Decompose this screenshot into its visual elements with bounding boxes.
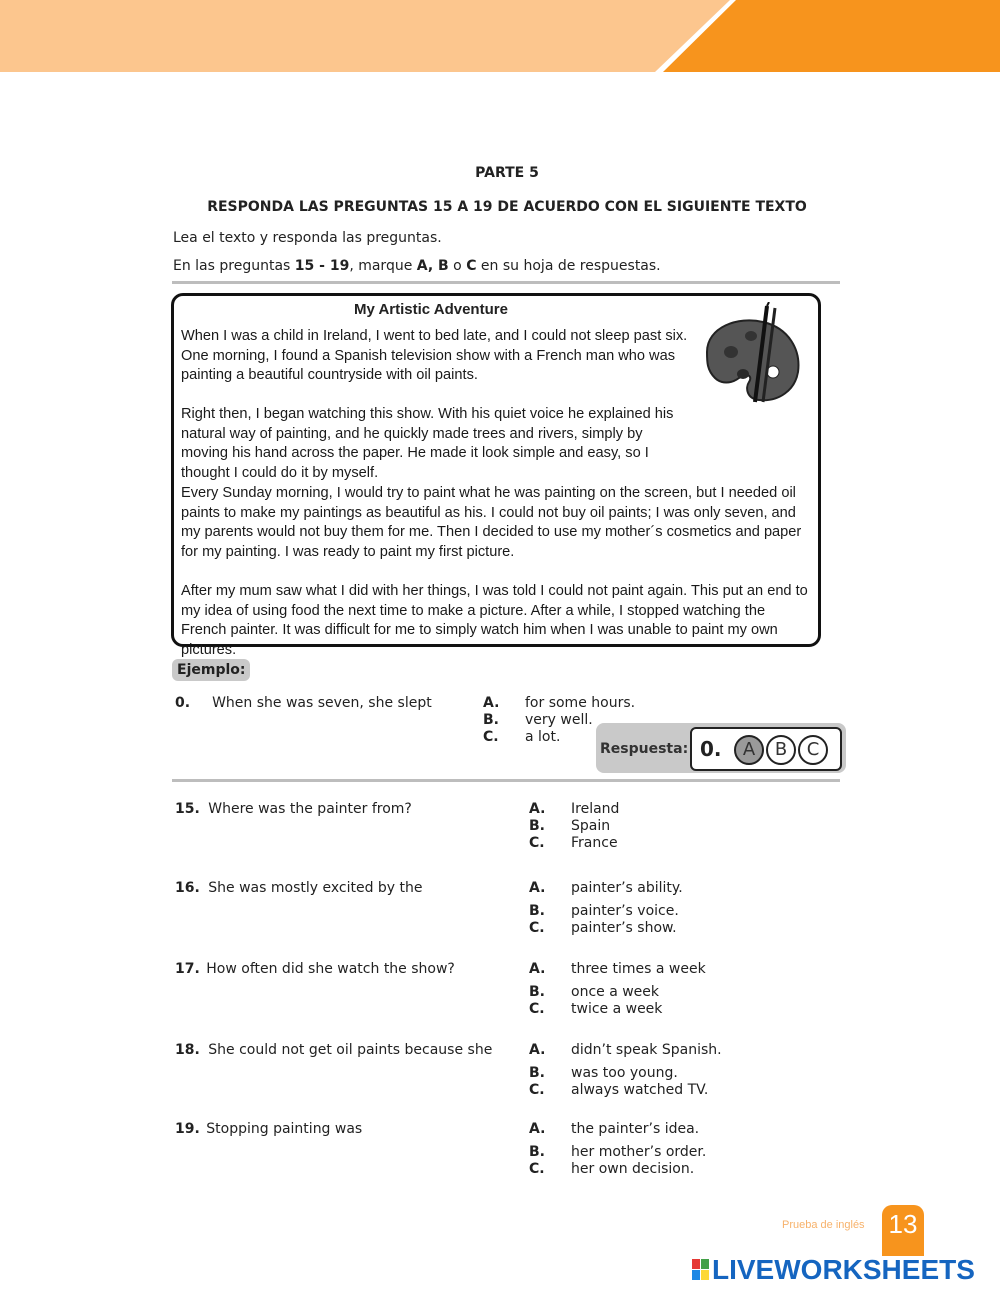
watermark xyxy=(692,1256,992,1286)
example-option-b: B. very well. xyxy=(483,712,593,728)
question-19-option-b[interactable]: B. her mother’s order. xyxy=(529,1144,707,1160)
footer-label: Prueba de inglés xyxy=(782,1219,865,1231)
divider-top xyxy=(172,281,840,284)
question-19-option-a[interactable]: A. the painter’s idea. xyxy=(529,1121,700,1137)
header-band xyxy=(0,0,1000,72)
example-option-a: A. for some hours. xyxy=(483,695,636,711)
question-17-option-b[interactable]: B. once a week xyxy=(529,984,660,1000)
question-17: 17. How often did she watch the show? xyxy=(175,961,455,977)
paint-palette-icon xyxy=(693,302,805,406)
page-number: 13 xyxy=(888,1209,918,1239)
answer-sheet xyxy=(690,727,842,771)
story-paragraph-2: Right then, I began watching this show. With his quiet voice he explained his natural way of painting, and he quickly made trees and rivers, simply by moving his hand across the paper. He made it look simple and easy, so I thought I could do it by myself. xyxy=(181,406,674,481)
question-18: 18. She could not get oil paints because she xyxy=(175,1042,493,1058)
question-18-option-a[interactable]: A. didn’t speak Spanish. xyxy=(529,1042,722,1058)
answer-circle-c[interactable]: C xyxy=(798,735,828,765)
answer-circle-a[interactable]: A xyxy=(734,735,764,765)
question-18-option-b[interactable]: B. was too young. xyxy=(529,1065,678,1081)
answer-number: 0. xyxy=(700,737,722,761)
question-16-option-a[interactable]: A. painter’s ability. xyxy=(529,880,683,896)
answer-label: Respuesta: xyxy=(600,741,689,757)
story-title: My Artistic Adventure xyxy=(354,301,508,318)
part-title: PARTE 5 xyxy=(475,165,539,181)
watermark-text: LIVEWORKSHEETS xyxy=(712,1254,975,1285)
story-paragraph-1: When I was a child in Ireland, I went to bed late, and I could not sleep past six. One morning, I found a Spanish television show with a French man who was painting a beautiful countryside with oil paints. xyxy=(181,328,688,384)
liveworksheets-logo-icon xyxy=(692,1259,710,1281)
question-15: 15. Where was the painter from? xyxy=(175,801,412,817)
question-18-option-c[interactable]: C. always watched TV. xyxy=(529,1082,709,1098)
question-17-option-a[interactable]: A. three times a week xyxy=(529,961,706,977)
question-16-option-b[interactable]: B. painter’s voice. xyxy=(529,903,679,919)
answer-box xyxy=(596,723,846,773)
story-paragraph-4: After my mum saw what I did with her things, I was told I could not paint again. This put an end to my idea of using food the next time to make a picture. After a while, I stopped watching the French painter. It was difficult for me to simply watch him when I was unable to paint my own pictures. xyxy=(181,583,808,658)
answer-circle-b[interactable]: B xyxy=(766,735,796,765)
question-16-option-c[interactable]: C. painter’s show. xyxy=(529,920,677,936)
question-17-option-c[interactable]: C. twice a week xyxy=(529,1001,663,1017)
example-option-c: C. a lot. xyxy=(483,729,561,745)
divider-bottom xyxy=(172,779,840,782)
story-paragraph-3: Every Sunday morning, I would try to paint what he was painting on the screen, but I needed oil paints to make my paintings as beautiful as his. I could not buy oil paints; I was only seven, and my parents would not buy them for me. Then I decided to use my mother´s cosmetics and paper for my painting. I was ready to paint my first picture. xyxy=(181,485,802,560)
question-19: 19. Stopping painting was xyxy=(175,1121,363,1137)
instruction-line-1: Lea el texto y responda las preguntas. xyxy=(173,230,442,246)
instruction-heading: RESPONDA LAS PREGUNTAS 15 A 19 DE ACUERDO CON EL SIGUIENTE TEXTO xyxy=(207,199,807,215)
question-19-option-c[interactable]: C. her own decision. xyxy=(529,1161,695,1177)
story-box xyxy=(171,293,821,658)
question-16: 16. She was mostly excited by the xyxy=(175,880,423,896)
question-15-option-b[interactable]: B. Spain xyxy=(529,818,611,834)
question-15-option-c[interactable]: C. France xyxy=(529,835,618,851)
question-15-option-a[interactable]: A. Ireland xyxy=(529,801,620,817)
instruction-line-2: En las preguntas 15 - 19, marque A, B o C en su hoja de respuestas. xyxy=(173,258,661,274)
example-label: Ejemplo: xyxy=(172,659,250,681)
example-question: 0. When she was seven, she slept xyxy=(175,695,432,711)
